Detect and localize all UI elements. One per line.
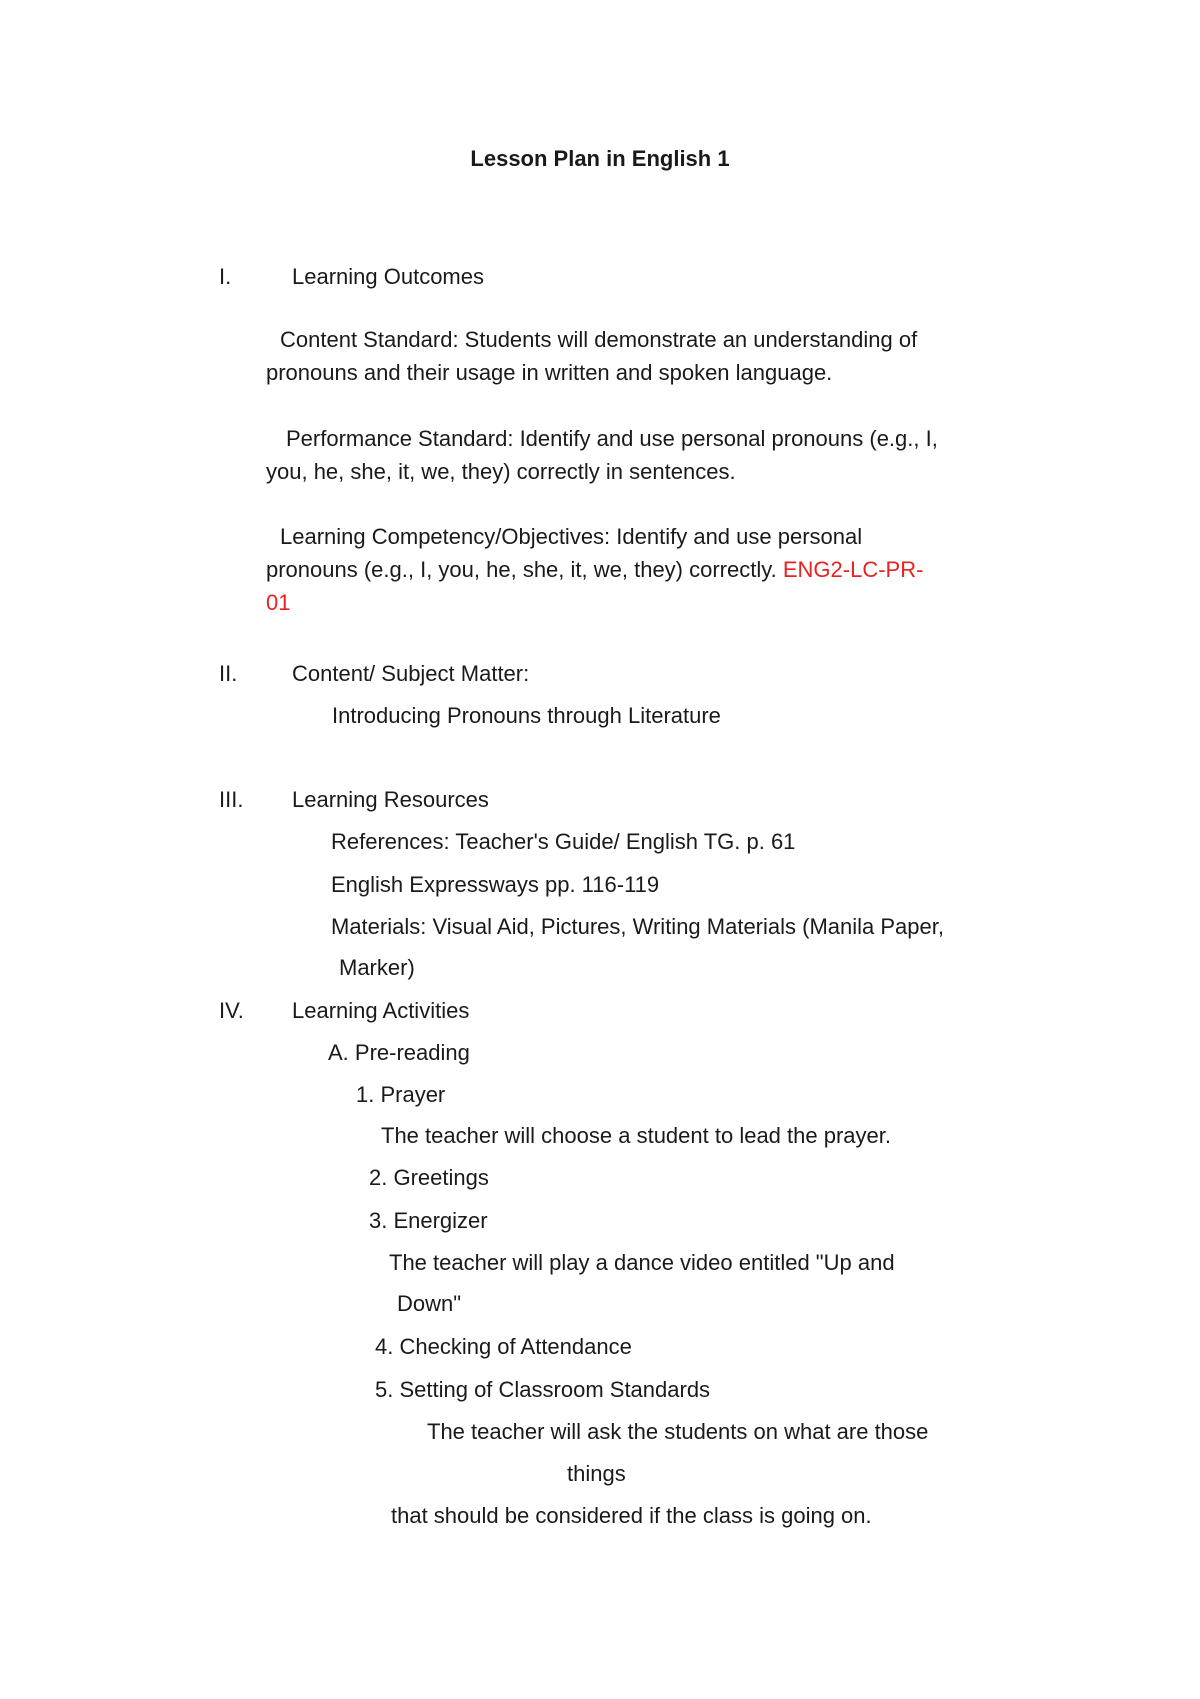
resources-expressways: English Expressways pp. 116-119 bbox=[331, 872, 660, 897]
section-4-heading: Learning Activities bbox=[292, 998, 470, 1023]
resources-materials-line-2: Marker) bbox=[339, 955, 415, 980]
section-2-numeral: II. bbox=[219, 661, 238, 686]
performance-standard-line-1: Performance Standard: Identify and use personal pronouns (e.g., I, bbox=[286, 426, 938, 451]
competency-line-2 bbox=[266, 556, 923, 584]
activity-item-3-description-line-2: Down" bbox=[397, 1291, 462, 1316]
resources-references: References: Teacher's Guide/ English TG. p. 61 bbox=[331, 829, 796, 854]
activity-item-1: 1. Prayer bbox=[356, 1082, 446, 1107]
activity-subheading-a: A. Pre-reading bbox=[328, 1040, 470, 1065]
competency-code-part-2: 01 bbox=[266, 590, 291, 615]
section-2-heading: Content/ Subject Matter: bbox=[292, 661, 530, 686]
activity-item-5-description-line-1: The teacher will ask the students on what are those bbox=[427, 1419, 929, 1444]
section-1-heading: Learning Outcomes bbox=[292, 264, 484, 289]
section-3-heading: Learning Resources bbox=[292, 787, 489, 812]
section-4-numeral: IV. bbox=[219, 998, 244, 1023]
section-1-numeral: I. bbox=[219, 264, 232, 289]
activity-item-1-description: The teacher will choose a student to lead the prayer. bbox=[381, 1123, 891, 1148]
competency-line-1: Learning Competency/Objectives: Identify and use personal bbox=[280, 524, 863, 549]
activity-item-3-description-line-1: The teacher will play a dance video entitled "Up and bbox=[389, 1250, 895, 1275]
activity-item-3: 3. Energizer bbox=[369, 1208, 488, 1233]
content-standard-line-2: pronouns and their usage in written and spoken language. bbox=[266, 360, 833, 385]
performance-standard-line-2: you, he, she, it, we, they) correctly in sentences. bbox=[266, 459, 736, 484]
resources-materials-line-1: Materials: Visual Aid, Pictures, Writing Materials (Manila Paper, bbox=[331, 914, 944, 939]
activity-item-2: 2. Greetings bbox=[369, 1165, 489, 1190]
content-standard-line-1: Content Standard: Students will demonstrate an understanding of bbox=[280, 327, 918, 352]
activity-item-5-description-line-3: that should be considered if the class is going on. bbox=[391, 1503, 872, 1528]
subject-matter-topic: Introducing Pronouns through Literature bbox=[332, 703, 721, 728]
competency-code-part-1: ENG2-LC-PR- bbox=[782, 557, 924, 582]
section-3-numeral: III. bbox=[219, 787, 244, 812]
activity-item-5: 5. Setting of Classroom Standards bbox=[375, 1377, 711, 1402]
activity-item-5-description-line-2: things bbox=[567, 1461, 626, 1486]
competency-text: pronouns (e.g., I, you, he, she, it, we, they) correctly. bbox=[266, 557, 777, 582]
page-title: Lesson Plan in English 1 bbox=[470, 146, 730, 171]
activity-item-4: 4. Checking of Attendance bbox=[375, 1334, 632, 1359]
